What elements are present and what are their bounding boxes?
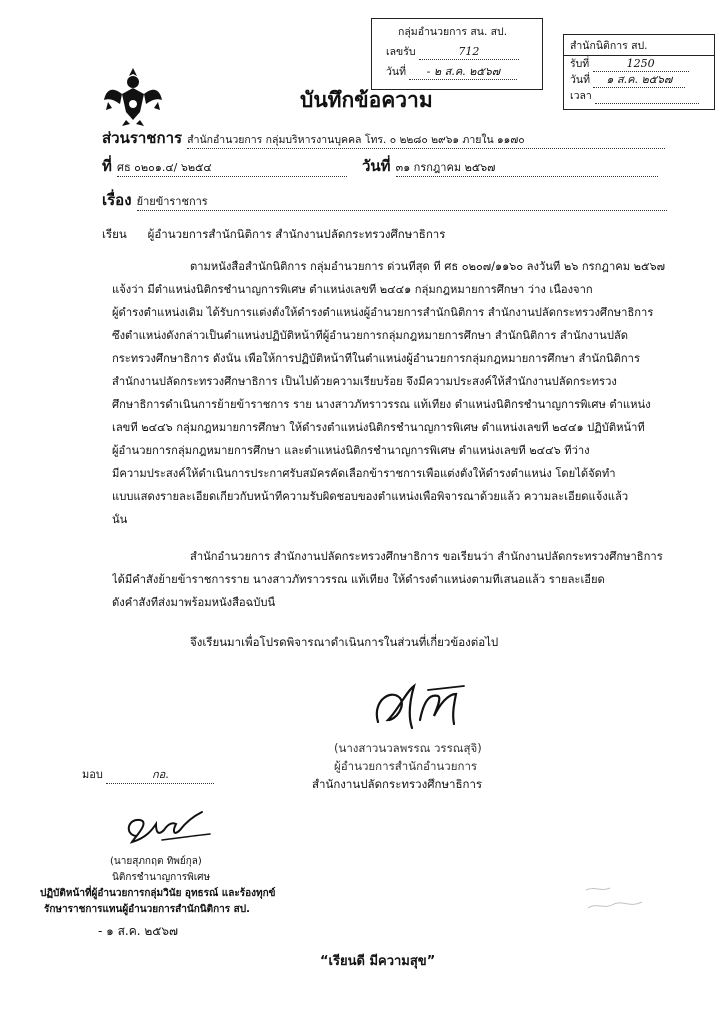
date-value: ๓๑ กรกฎาคม ๒๕๖๗ xyxy=(396,158,658,177)
body-line: สำนักอำนวยการ สำนักงานปลัดกระทรวงศึกษาธิการ ขอเรียนว่า สำนักงานปลัดกระทรวงศึกษาธิการ xyxy=(190,550,663,563)
subject-value: ย้ายข้าราชการ xyxy=(137,192,667,211)
signature-endorser xyxy=(122,806,218,850)
page-title: บันทึกข้อความ xyxy=(300,88,433,112)
assign-label: มอบ xyxy=(82,768,103,781)
body-line: ผู้ดำรงตำแหน่งเดิม ได้รับการแต่งตั้งให้ดำรงตำแหน่งผู้อำนวยการสำนักนิติการ สำนักงานปลัดกระทรวงศึกษาธิการ xyxy=(112,306,654,319)
agency-value: สำนักอำนวยการ กลุ่มบริหารงานบุคคล โทร. ๐ ๒๒๘๐ ๒๙๖๑ ภายใน ๑๑๗๐ xyxy=(187,131,665,149)
signature-main xyxy=(368,680,478,736)
closing-line: จึงเรียนมาเพื่อโปรดพิจารณาดำเนินการในส่วนที่เกี่ยวข้องต่อไป xyxy=(190,635,499,649)
stamp-date: - ๒ ส.ค. ๒๕๖๗ xyxy=(409,65,517,80)
doc-no-label: ที่ xyxy=(102,157,112,175)
date-label: วันที่ xyxy=(362,157,391,175)
stamp-date-label: วันที่ xyxy=(570,74,590,86)
subject-label: เรื่อง xyxy=(102,191,132,209)
stamp-date: ๑ ส.ค. ๒๕๖๗ xyxy=(593,73,685,88)
body-line: เลขที่ ๒๔๔๖ กลุ่มกฎหมายการศึกษา ให้ดำรงตำแหน่งนิติกรชำนาญการพิเศษ ตำแหน่งเลขที่ ๒๔๔๑ ปฏิบัติหน้าที่ xyxy=(112,421,645,434)
salutation-value: ผู้อำนวยการสำนักนิติการ สำนักงานปลัดกระทรวงศึกษาธิการ xyxy=(147,227,446,241)
body-line: ได้มีคำสั่งย้ายข้าราชการราย นางสาวภัทราวรรณ แท้เที่ยง ให้ดำรงตำแหน่งตามที่เสนอแล้ว รายละเอียด xyxy=(112,573,605,586)
stamp-receive-no: 1250 xyxy=(593,57,689,72)
endorser-name: (นายสุภกฤต ทิพย์กุล) xyxy=(110,856,202,867)
salutation-label: เรียน xyxy=(102,227,127,241)
body-line: สำนักงานปลัดกระทรวงศึกษาธิการ เป็นไปด้วยความเรียบร้อย จึงมีความประสงค์ให้สำนักงานปลัดกระทรวง xyxy=(112,375,617,388)
body-line: นั้น xyxy=(112,513,128,526)
footer-motto: “เรียนดี มีความสุข” xyxy=(320,954,436,969)
stamp-org: สำนักนิติการ สป. xyxy=(570,40,648,52)
doc-no-value: ศธ ๐๒๐๑.๔/ ๖๒๕๔ xyxy=(117,158,347,177)
receipt-stamp-admin-group xyxy=(371,18,543,90)
body-line: ตามหนังสือสำนักนิติการ กลุ่มอำนวยการ ด่วนที่สุด ที่ ศธ ๐๒๐๗/๑๑๖๐ ลงวันที่ ๒๖ กรกฎาคม ๒๕๖๗ xyxy=(190,260,665,273)
endorser-position: นิติกรชำนาญการพิเศษ xyxy=(112,872,211,883)
stamp-date-label: วันที่ xyxy=(386,66,406,78)
signatory-position: ผู้อำนวยการสำนักอำนวยการ xyxy=(334,759,478,773)
body-line: มีความประสงค์ให้ดำเนินการประกาศรับสมัครคัดเลือกข้าราชการเพื่อแต่งตั้งให้ดำรงตำแหน่ง โดยได้จัดทำ xyxy=(112,467,616,480)
endorser-acting-line-1: ปฏิบัติหน้าที่ผู้อำนวยการกลุ่มวินัย อุทธรณ์ และร้องทุกข์ xyxy=(40,888,276,899)
stamp-receive-no: 712 xyxy=(419,45,519,60)
stamp-receive-label: เลขรับ xyxy=(386,46,416,58)
body-line: ดังคำสั่งที่ส่งมาพร้อมหนังสือฉบับนี้ xyxy=(112,596,276,609)
signatory-name: (นางสาวนวลพรรณ วรรณสุจิ) xyxy=(334,741,482,755)
endorsement-date: - ๑ ส.ค. ๒๕๖๗ xyxy=(98,924,179,938)
endorser-acting-line-2: รักษาราชการแทนผู้อำนวยการสำนักนิติการ สป. xyxy=(44,904,250,915)
signatory-office: สำนักงานปลัดกระทรวงศึกษาธิการ xyxy=(312,777,483,791)
stamp-org: กลุ่มอำนวยการ สน. สป. xyxy=(398,26,508,38)
body-line: ศึกษาธิการดำเนินการย้ายข้าราชการ ราย นางสาวภัทราวรรณ แท้เที่ยง ตำแหน่งนิติกรชำนาญการพิเศษ ตำแหน่ง xyxy=(112,398,651,411)
stamp-time-label: เวลา xyxy=(570,90,592,102)
receipt-stamp-legal-office xyxy=(563,34,715,110)
agency-label: ส่วนราชการ xyxy=(102,129,183,147)
pencil-annotation xyxy=(580,882,650,918)
body-line: แจ้งว่า มีตำแหน่งนิติกรชำนาญการพิเศษ ตำแหน่งเลขที่ ๒๔๔๑ กลุ่มกฎหมายการศึกษา ว่าง เนื่องจาก xyxy=(112,283,593,296)
body-line: ผู้อำนวยการกลุ่มกฎหมายการศึกษา และตำแหน่งนิติกรชำนาญการพิเศษ ตำแหน่งเลขที่ ๒๔๔๖ ที่ว่าง xyxy=(112,444,590,457)
body-line: กระทรวงศึกษาธิการ ดังนั้น เพื่อให้การปฏิบัติหน้าที่ในตำแหน่งผู้อำนวยการกลุ่มกฎหมายการศึกษา สำนักนิติการ xyxy=(112,352,640,365)
body-line: ซึ่งตำแหน่งดังกล่าวเป็นตำแหน่งปฏิบัติหน้าที่ผู้อำนวยการกลุ่มกฎหมายการศึกษา สำนักนิติการ สำนักงานปลัด xyxy=(112,329,629,342)
body-line: แบบแสดงรายละเอียดเกี่ยวกับหน้าที่ความรับผิดชอบของตำแหน่งเพื่อพิจารณาด้วยแล้ว ความละเอียดแจ้งแล้ว xyxy=(112,490,629,503)
stamp-receive-label: รับที่ xyxy=(570,58,590,70)
assign-value: กอ. xyxy=(106,765,214,784)
garuda-emblem xyxy=(100,64,166,130)
